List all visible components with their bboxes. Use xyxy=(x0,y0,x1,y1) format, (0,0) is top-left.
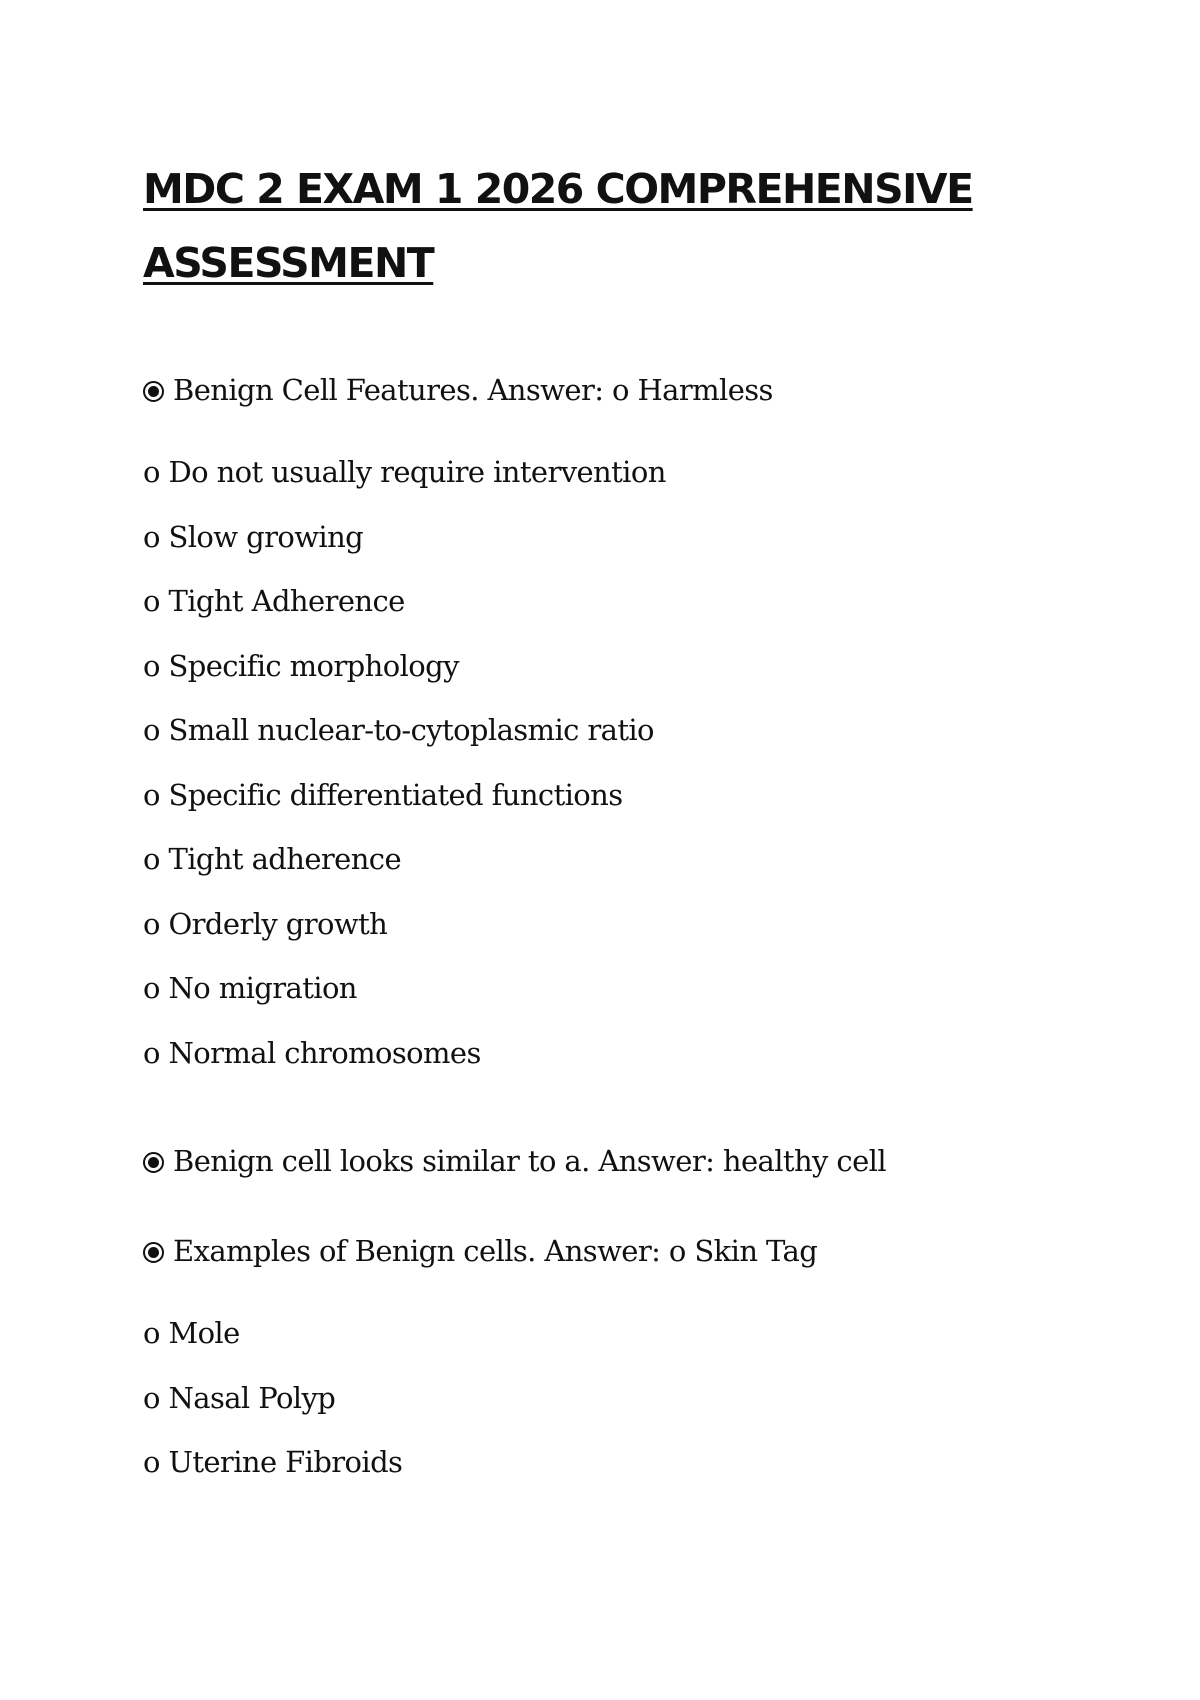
title-line-2: ASSESSMENT xyxy=(143,239,434,287)
answer-item: o Tight Adherence xyxy=(143,584,405,618)
question-line xyxy=(143,373,1103,407)
answer-item: o Mole xyxy=(143,1316,240,1350)
document-title xyxy=(143,152,1043,300)
answer-item: o Specific differentiated functions xyxy=(143,777,623,812)
answer-item: o No migration xyxy=(143,971,357,1005)
answer-item: o Small nuclear-to-cytoplasmic ratio xyxy=(143,713,654,747)
radio-bullet-icon xyxy=(143,1152,164,1173)
qa-content xyxy=(143,373,1103,1495)
answer-item: o Uterine Fibroids xyxy=(143,1445,403,1479)
question-line xyxy=(143,1144,1103,1178)
radio-bullet-icon xyxy=(143,1242,164,1263)
title-line-1: MDC 2 EXAM 1 2026 COMPREHENSIVE xyxy=(143,165,973,213)
answer-item: o Nasal Polyp xyxy=(143,1380,336,1415)
answer-item: o Do not usually require intervention xyxy=(143,455,666,489)
question-text: Benign Cell Features. Answer: o Harmless xyxy=(173,373,773,407)
answer-item: o Slow growing xyxy=(143,519,364,554)
qa-block-benign-cell-similarity xyxy=(143,1144,1103,1178)
qa-block-benign-cell-features xyxy=(143,373,1103,1085)
question-text: Examples of Benign cells. Answer: o Skin Tag xyxy=(173,1234,818,1268)
answer-item: o Orderly growth xyxy=(143,906,388,941)
answer-item: o Specific morphology xyxy=(143,648,459,683)
qa-block-benign-cell-examples xyxy=(143,1234,1103,1495)
question-text: Benign cell looks similar to a. Answer: healthy cell xyxy=(173,1144,886,1178)
answer-item: o Normal chromosomes xyxy=(143,1035,481,1070)
radio-bullet-icon xyxy=(143,381,164,402)
question-line xyxy=(143,1234,1103,1268)
answer-item: o Tight adherence xyxy=(143,842,402,876)
